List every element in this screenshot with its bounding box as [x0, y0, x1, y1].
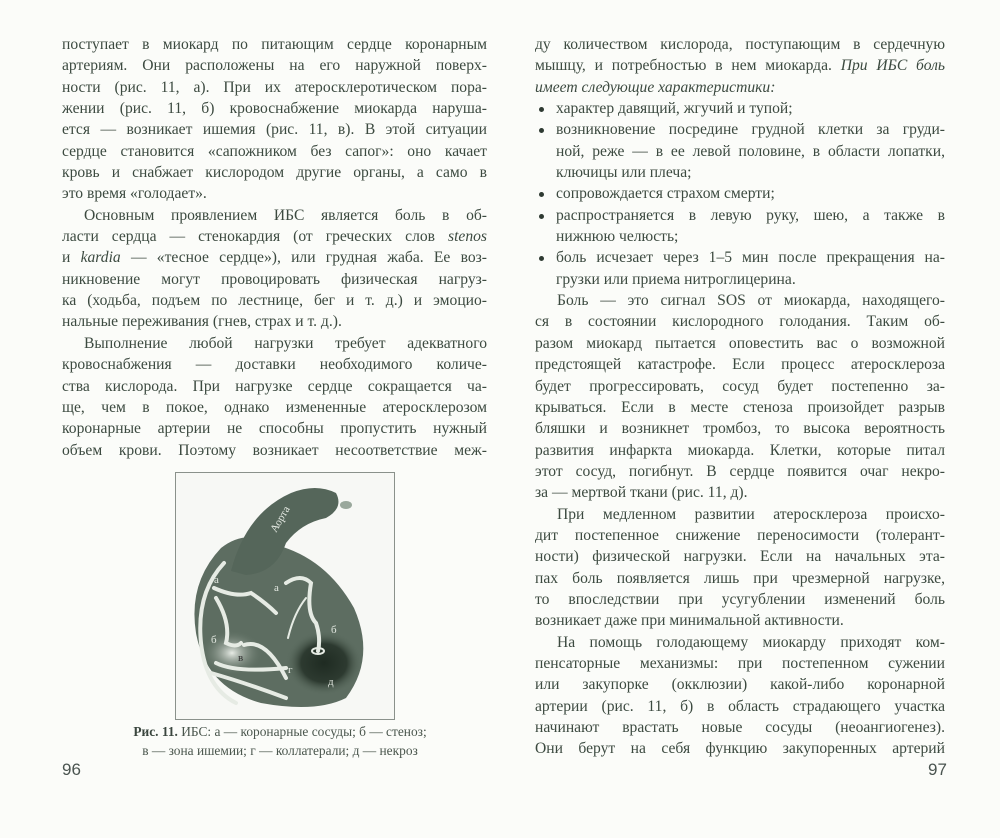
text-line [535, 311, 945, 332]
left-page-text [62, 34, 487, 461]
text-segment: Основным проявлением ИБС является боль в об- [84, 206, 487, 224]
italic-text: stenos [448, 228, 487, 246]
text-segment: то впоследствии при усугублении изменений боль [535, 590, 945, 608]
label-a1: а [214, 574, 219, 586]
bullet-item-line [535, 98, 945, 119]
figure-caption [100, 722, 460, 760]
page-number-right: 97 [928, 760, 947, 779]
text-segment: ется — возникает ишемия (рис. 11, в). В этой ситуации [62, 121, 487, 139]
text-segment: это время «голодает». [62, 185, 207, 203]
text-line [535, 226, 945, 247]
text-line [62, 183, 487, 204]
text-line [535, 141, 945, 162]
text-line [535, 632, 945, 653]
text-line [535, 354, 945, 375]
text-segment: крываться. Если в месте стеноза произойдет разрыв [535, 398, 945, 416]
text-segment: нальные переживания (гнев, страх и т. д.). [62, 313, 342, 331]
text-line [535, 717, 945, 738]
text-segment: При медленном развитии атеросклероза происхо- [557, 505, 945, 523]
text-line [535, 674, 945, 695]
text-line [535, 34, 945, 55]
right-page-text [535, 34, 945, 760]
text-segment: артерии (рис. 11, б) в область страдающего участка [535, 697, 945, 715]
text-segment: артериям. Они расположены на его наружной поверх- [62, 57, 487, 75]
text-segment: ства кислорода. При нагрузке сердце сокращается ча- [62, 377, 487, 395]
label-a2: а [274, 582, 279, 594]
text-line [535, 696, 945, 717]
text-segment: мышцу, и потребностью в нем миокарда. [535, 57, 841, 75]
text-line [62, 311, 487, 332]
text-segment: сердце становится «сапожником без сапог»: оно качает [62, 142, 487, 160]
text-line [62, 98, 487, 119]
text-segment: ной, реже — в ее левой половине, в области лопатки, [556, 142, 945, 160]
text-segment: распространяется в левую руку, шею, а также в [556, 206, 945, 224]
text-line [535, 397, 945, 418]
text-segment: пах боль появляется лишь при чрезмерной нагрузке, [535, 569, 945, 587]
text-line [535, 418, 945, 439]
text-line [535, 290, 945, 311]
text-line [62, 269, 487, 290]
text-line [62, 77, 487, 98]
text-line [535, 440, 945, 461]
label-b1: б [211, 634, 217, 646]
text-segment: На помощь голодающему миокарду приходят ком- [557, 633, 945, 651]
text-segment: дит постепенное снижение переносимости (толерант- [535, 526, 945, 544]
text-line [535, 333, 945, 354]
text-line [62, 376, 487, 397]
text-segment: начинают врастать новые сосуды (неоангиогенез). [535, 719, 945, 736]
text-segment: возникает даже при минимальной активности. [535, 612, 844, 630]
text-segment: кровь и снабжает кислородом другие органы, а само в [62, 164, 487, 182]
bullet-item-line [535, 205, 945, 226]
text-line [535, 653, 945, 674]
text-line [62, 418, 487, 439]
text-segment: — «тесное сердце»), или грудная жаба. Ее воз- [120, 249, 487, 267]
text-segment: за — мертвой ткани (рис. 11, д). [535, 484, 748, 502]
text-segment: сопровождается страхом смерти; [556, 185, 775, 203]
text-line [62, 290, 487, 311]
text-segment: ласти сердца — стенокардия (от греческих слов [62, 228, 449, 246]
text-segment: разом миокард пытается оповестить вас о возможной [535, 334, 945, 352]
text-segment: и [62, 249, 81, 267]
text-line [535, 461, 945, 482]
text-line [62, 162, 487, 183]
text-line [62, 354, 487, 375]
text-line [62, 34, 487, 55]
bullet-item-line [535, 119, 945, 140]
text-segment: ключицы или плеча; [556, 164, 692, 182]
text-segment: бляшки и возникнет тромбоз, то высока вероятность [535, 420, 945, 438]
text-segment: Они берут на себя функцию закупоренных артерий [535, 740, 945, 758]
text-segment: боль исчезает через 1–5 мин после прекращения на- [556, 249, 945, 267]
text-line [62, 333, 487, 354]
text-line [535, 546, 945, 567]
text-segment: объем крови. Поэтому возникает несоответствие меж- [62, 441, 487, 459]
text-line [62, 397, 487, 418]
heart-figure [175, 472, 395, 720]
label-b2: б [331, 624, 337, 636]
label-v: в [238, 652, 244, 664]
text-line [535, 610, 945, 631]
text-segment: поступает в миокард по питающим сердце коронарным [62, 36, 487, 53]
text-line [535, 482, 945, 503]
text-segment: предстоящей катастрофе. Если процесс атеросклероза [535, 356, 945, 374]
page-number-left: 96 [62, 760, 81, 779]
text-line [535, 504, 945, 525]
label-aorta: Аорта [268, 504, 293, 535]
text-segment: ся в состоянии кислородного голодания. Таким об- [535, 313, 945, 331]
text-segment: характер давящий, жгучий и тупой; [556, 100, 793, 118]
text-segment: Выполнение любой нагрузки требует адекватного [84, 334, 487, 352]
text-segment: жении (рис. 11, б) кровоснабжение миокарда наруша- [62, 100, 487, 118]
label-g: г [288, 664, 293, 676]
text-line [62, 247, 487, 268]
bullet-item-line [535, 183, 945, 204]
text-segment: нижнюю челюсть; [556, 228, 679, 246]
text-segment: ду количеством кислорода, поступающим в сердечную [535, 36, 945, 53]
text-segment: возникновение посредине грудной клетки за груди- [556, 121, 945, 139]
text-segment: никновение могут провоцировать физическая нагруз- [62, 270, 487, 288]
text-line [62, 226, 487, 247]
text-segment: или закупорке (окклюзии) какой-либо коронарной [535, 676, 945, 694]
text-line [535, 376, 945, 397]
text-segment: Боль — это сигнал SOS от миокарда, находящего- [557, 292, 945, 310]
text-line [62, 119, 487, 140]
text-segment: этот сосуд, погибнут. В сердце появится очаг некро- [535, 462, 945, 480]
label-d: д [328, 676, 334, 688]
italic-text: имеет следующие характеристики: [535, 78, 776, 96]
text-segment: ще, чем в покое, однако измененные атеросклерозом [62, 398, 487, 416]
text-line [535, 738, 945, 759]
caption-line-1: ИБС: а — коронарные сосуды; б — стеноз; [177, 724, 427, 739]
text-segment: будет прогрессировать, сосуд будет постепенно за- [535, 377, 945, 395]
caption-line-2: в — зона ишемии; г — коллатерали; д — некроз [142, 743, 418, 758]
italic-text: kardia [80, 249, 121, 267]
text-segment: развития инфаркта миокарда. Клетки, которые питал [535, 441, 945, 459]
text-line [535, 162, 945, 183]
text-segment: ка (ходьба, подъем по лестнице, бег и т. д.) и эмоцио- [62, 292, 487, 310]
text-line [535, 77, 945, 98]
text-segment: пенсаторные механизмы: при постепенном сужении [535, 654, 945, 672]
text-line [535, 589, 945, 610]
text-line [62, 141, 487, 162]
necrosis-zone [286, 631, 362, 695]
text-line [535, 568, 945, 589]
text-segment: ности (рис. 11, а). При их атеросклеротическом пора- [62, 78, 487, 96]
text-line [62, 440, 487, 461]
text-segment: ности) физической нагрузки. Если на начальных эта- [535, 548, 945, 566]
caption-lead: Рис. 11. [133, 724, 178, 739]
text-line [535, 55, 945, 76]
text-segment: грузки или приема нитроглицерина. [556, 270, 796, 288]
heart-illustration [176, 473, 394, 719]
text-line [62, 55, 487, 76]
text-segment: коронарные артерии не способны пропустить нужный [62, 420, 487, 438]
bullet-item-line [535, 247, 945, 268]
text-segment: кровоснабжения — доставки необходимого количе- [62, 356, 487, 374]
italic-text: При ИБС боль [840, 57, 945, 75]
text-line [62, 205, 487, 226]
text-line [535, 269, 945, 290]
text-line [535, 525, 945, 546]
